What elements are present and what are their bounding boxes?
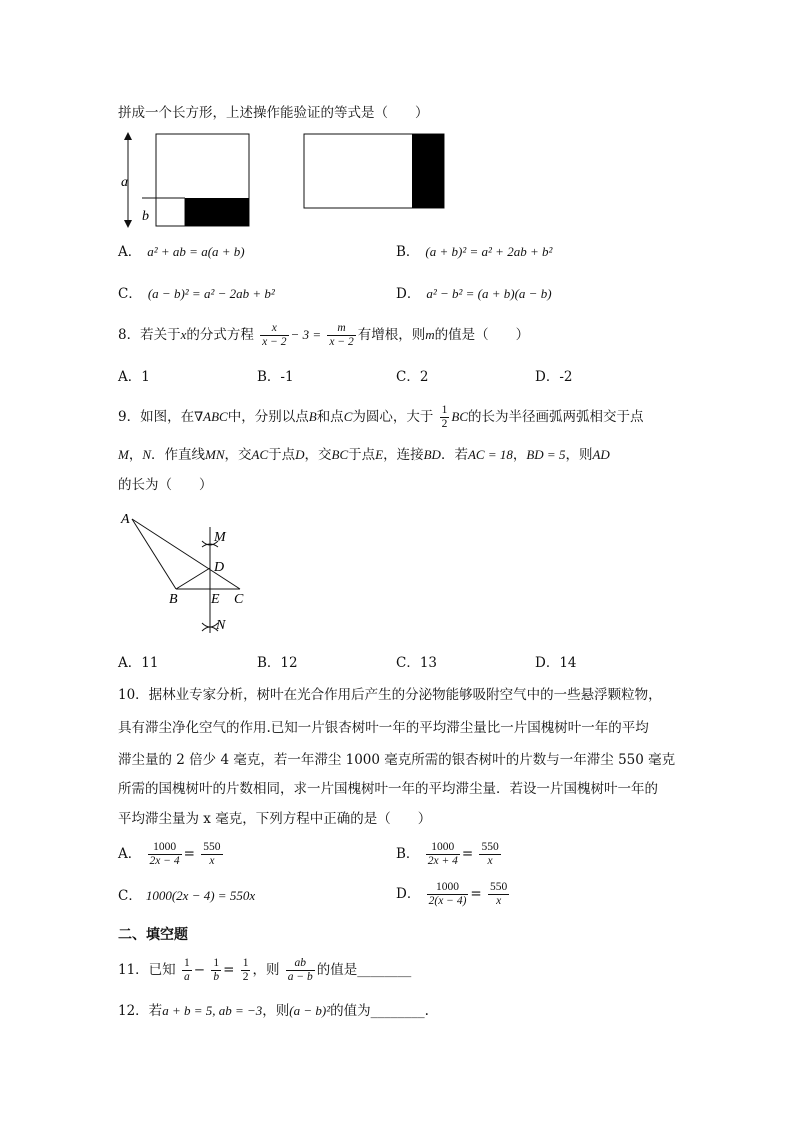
q8-question: 8．若关于x的分式方程 $\frac{x}{x - 2}$ − 3 = $\frac{m}{x - 2}$ 有增根，则m的值是（ ） [118, 322, 530, 348]
q8-option-c[interactable]: C．2 [396, 369, 429, 385]
q9-figure [118, 505, 268, 640]
q7-option-c[interactable]: C． (a − b)² = a² − 2ab + b² [118, 286, 275, 302]
q9-half-fraction: $\frac{1}{2}$ [441, 404, 448, 430]
q8-option-d[interactable]: D．-2 [535, 369, 573, 385]
point-label-b: B [169, 592, 178, 607]
q10-line-4: 所需的国槐树叶的片数相同，求一片国槐树叶一年的平均滞尘量．若设一片国槐树叶一年的 [118, 781, 658, 797]
q7-option-a[interactable]: A． a² + ab = a(a + b) [118, 244, 245, 260]
point-label-n: N [216, 618, 226, 633]
q9-line-1: 9．如图，在∇ABC中，分别以点B和点C为圆心，大于 $\frac{1}{2}$ BC的长为半径画弧两弧相交于点 [118, 404, 644, 430]
q9-line-3: 的长为（ ） [118, 477, 213, 493]
q8-option-a[interactable]: A．1 [118, 369, 150, 385]
shaded-rect-right [412, 134, 444, 208]
q9-option-d[interactable]: D．14 [535, 655, 577, 671]
point-label-a: A [121, 512, 130, 527]
segment-bd [176, 568, 210, 589]
q10-option-a[interactable]: A． $\frac{1000}{2x - 4}$ = $\frac{550}{x}$ [118, 841, 221, 867]
q9-line-2: M，N．作直线MN，交AC于点D，交BC于点E，连接BD．若AC = 18，BD = 5，则AD [118, 447, 610, 463]
q7-option-d[interactable]: D． a² − b² = (a + b)(a − b) [396, 286, 552, 302]
q12-question: 12．若a + b = 5, ab = −3，则(a − b)²的值为________. [118, 1003, 429, 1019]
q10-option-c[interactable]: C． 1000(2x − 4) = 550x [118, 888, 256, 904]
q8-option-b[interactable]: B．-1 [257, 369, 294, 385]
q11-question: 11．已知 $\frac{1}{a}$ − $\frac{1}{b}$ = $\frac{1}{2}$ ，则 $\frac{ab}{a - b}$ 的值是________ [118, 957, 412, 983]
q10-line-1: 10．据林业专家分析，树叶在光合作用后产生的分泌物能够吸附空气中的一些悬浮颗粒物， [118, 687, 662, 703]
shaded-rect-left [185, 198, 249, 226]
q7-figure [118, 128, 458, 232]
q10-option-b[interactable]: B． $\frac{1000}{2x + 4}$ = $\frac{550}{x}$ [396, 841, 499, 867]
label-a: a [121, 175, 128, 190]
q8-fraction-1: $\frac{x}{x - 2}$ [262, 322, 287, 348]
q10-line-2: 具有滞尘净化空气的作用.已知一片银杏树叶一年的平均滞尘量比一片国槐树叶一年的平均 [118, 720, 649, 736]
q9-option-a[interactable]: A．11 [118, 655, 159, 671]
point-label-e: E [211, 592, 220, 607]
point-label-m: M [214, 530, 226, 545]
q9-option-b[interactable]: B．12 [257, 655, 298, 671]
section-heading-fill-blank: 二、填空题 [118, 927, 188, 943]
point-label-c: C [234, 592, 244, 607]
q10-line-3: 滞尘量的 2 倍少 4 毫克，若一年滞尘 1000 毫克所需的银杏树叶的片数与一年滞尘 550 毫克 [118, 752, 676, 768]
segment-ab [132, 519, 176, 589]
label-b: b [142, 209, 149, 224]
q10-line-5: 平均滞尘量为 x 毫克，下列方程中正确的是（ ） [118, 811, 432, 827]
arrow-down-head [124, 220, 132, 228]
q9-option-c[interactable]: C．13 [396, 655, 438, 671]
q8-fraction-2: $\frac{m}{x - 2}$ [329, 322, 354, 348]
q7-intro: 拼成一个长方形，上述操作能验证的等式是（ ） [118, 105, 429, 121]
q10-option-d[interactable]: D． $\frac{1000}{2(x - 4)}$ = $\frac{550}{x}$ [396, 881, 508, 907]
point-label-d: D [214, 560, 225, 575]
q7-option-b[interactable]: B． (a + b)² = a² + 2ab + b² [396, 244, 553, 260]
arrow-up-head [124, 132, 132, 140]
